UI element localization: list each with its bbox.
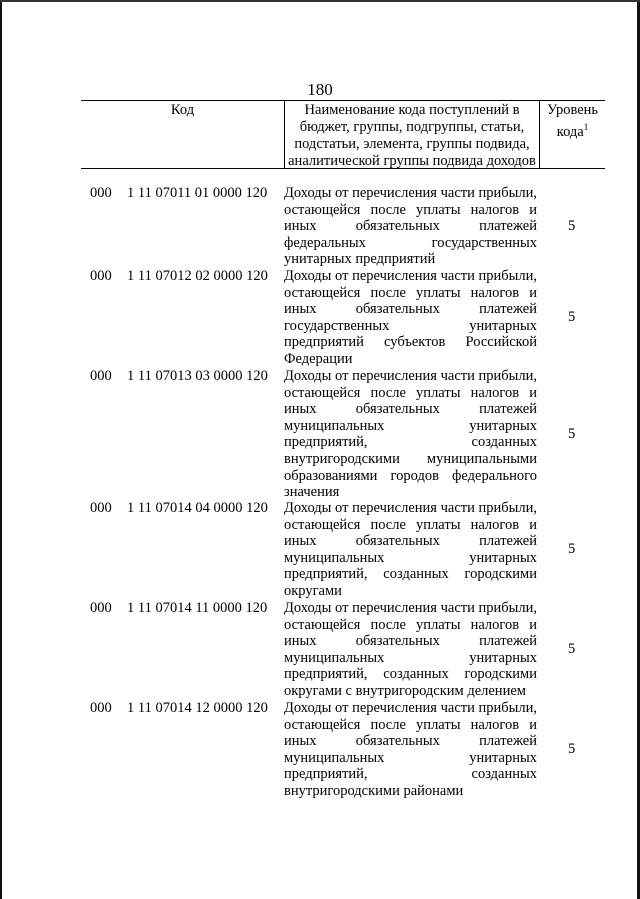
row-budget-code: 1 11 07014 12 0000 120	[127, 700, 268, 716]
row-level: 5	[568, 218, 576, 234]
header-name-line: аналитической группы подвида доходов	[288, 153, 536, 169]
row-description-line: образованиями городов федерального	[284, 467, 537, 484]
row-description-line: Доходы от перечисления части прибыли,	[284, 700, 537, 716]
row-level: 5	[568, 641, 576, 657]
row-description-line: федеральных государственных	[284, 234, 537, 251]
row-description	[284, 185, 537, 268]
row-budget-code: 1 11 07014 11 0000 120	[127, 600, 268, 616]
row-description-line: муниципальных унитарных	[284, 749, 537, 766]
row-description-line: предприятий субъектов Российской	[284, 334, 537, 351]
row-description	[284, 368, 537, 501]
row-admin-code: 000	[90, 185, 112, 201]
row-description	[284, 700, 537, 800]
row-description-line: остающейся после уплаты налогов и	[284, 516, 537, 533]
row-description-line: иных обязательных платежей	[284, 401, 537, 418]
row-description-line: Доходы от перечисления части прибыли,	[284, 185, 537, 201]
row-description-line: остающейся после уплаты налогов и	[284, 384, 537, 401]
row-description-line: государственных унитарных	[284, 317, 537, 334]
row-admin-code: 000	[90, 700, 112, 716]
row-level: 5	[568, 541, 576, 557]
row-description-line: остающейся после уплаты налогов и	[284, 716, 537, 733]
table-header	[81, 100, 605, 169]
row-level: 5	[568, 309, 576, 325]
footnote-marker: 1	[583, 122, 589, 132]
row-description-line: иных обязательных платежей	[284, 533, 537, 550]
row-description-line: округами	[284, 582, 342, 599]
row-description-line: предприятий, созданных	[284, 434, 537, 451]
header-level-line1: Уровень	[546, 102, 599, 118]
row-description-line: остающейся после уплаты налогов и	[284, 201, 537, 218]
row-description-line: иных обязательных платежей	[284, 633, 537, 650]
row-description-line: Федерации	[284, 350, 353, 367]
row-description-line: округами с внутригородским делением	[284, 682, 526, 699]
page-number: 180	[307, 80, 333, 99]
row-admin-code: 000	[90, 500, 112, 516]
header-code: Код	[81, 101, 285, 168]
row-description-line: унитарных предприятий	[284, 251, 436, 268]
row-description-line: внутригородскими районами	[284, 782, 464, 799]
row-description-line: Доходы от перечисления части прибыли,	[284, 500, 537, 516]
header-level-text: кода	[556, 124, 584, 140]
row-budget-code: 1 11 07011 01 0000 120	[127, 185, 268, 201]
header-name-line: подстатьи, элемента, группы подвида,	[294, 136, 530, 152]
row-admin-code: 000	[90, 600, 112, 616]
row-admin-code: 000	[90, 268, 112, 284]
row-description	[284, 500, 537, 600]
row-description-line: муниципальных унитарных	[284, 549, 537, 566]
row-description-line: Доходы от перечисления части прибыли,	[284, 600, 537, 616]
header-name-line: Наименование кода поступлений в	[304, 102, 520, 118]
header-level	[540, 101, 605, 168]
row-description-line: иных обязательных платежей	[284, 301, 537, 318]
scan-edge-left	[0, 0, 2, 899]
row-description-line: предприятий, созданных городскими	[284, 566, 537, 583]
row-level: 5	[568, 426, 576, 442]
row-description-line: иных обязательных платежей	[284, 218, 537, 235]
row-description-line: остающейся после уплаты налогов и	[284, 284, 537, 301]
header-level-line2	[540, 119, 605, 141]
row-budget-code: 1 11 07013 03 0000 120	[127, 368, 268, 384]
row-level: 5	[568, 741, 576, 757]
row-description-line: внутригородскими муниципальными	[284, 450, 537, 467]
row-description-line: муниципальных унитарных	[284, 649, 537, 666]
row-description	[284, 268, 537, 368]
row-description-line: Доходы от перечисления части прибыли,	[284, 268, 537, 284]
row-description-line: муниципальных унитарных	[284, 417, 537, 434]
row-description-line: значения	[284, 484, 340, 501]
scan-edge-top	[0, 0, 640, 2]
header-name	[285, 101, 540, 168]
row-budget-code: 1 11 07012 02 0000 120	[127, 268, 268, 284]
header-name-line: бюджет, группы, подгруппы, статьи,	[299, 119, 525, 135]
row-description	[284, 600, 537, 700]
row-description-line: иных обязательных платежей	[284, 733, 537, 750]
row-description-line: предприятий, созданных городскими	[284, 666, 537, 683]
row-description-line: Доходы от перечисления части прибыли,	[284, 368, 537, 384]
row-budget-code: 1 11 07014 04 0000 120	[127, 500, 268, 516]
row-description-line: остающейся после уплаты налогов и	[284, 616, 537, 633]
row-description-line: предприятий, созданных	[284, 766, 537, 783]
row-admin-code: 000	[90, 368, 112, 384]
